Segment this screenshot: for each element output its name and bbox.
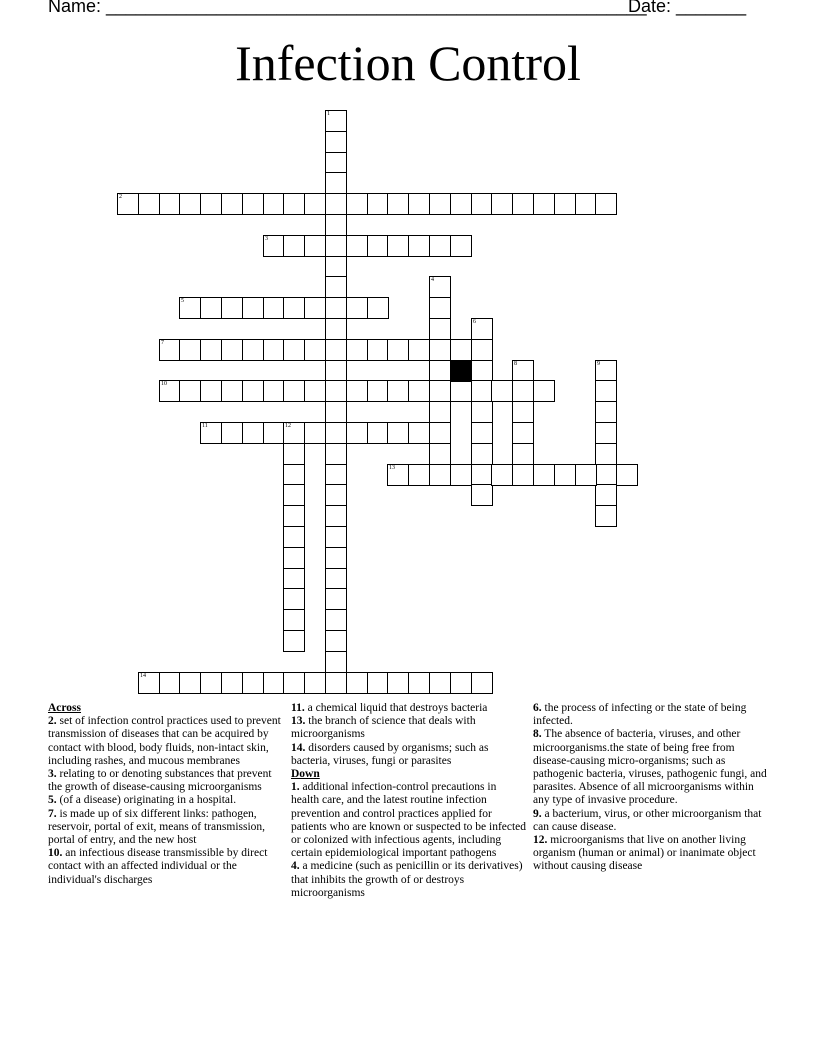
cell-number: 4 — [431, 277, 434, 283]
grid-cell[interactable] — [512, 380, 534, 402]
grid-cell[interactable] — [429, 443, 451, 465]
grid-cell[interactable] — [325, 276, 347, 298]
clue-across-13: 13. the branch of science that deals with microorganisms — [291, 715, 476, 741]
grid-cell[interactable] — [533, 193, 555, 215]
grid-cell[interactable] — [304, 339, 326, 361]
grid-cell[interactable] — [283, 588, 305, 610]
grid-cell[interactable] — [533, 380, 555, 402]
grid-cell[interactable] — [304, 380, 326, 402]
grid-cell[interactable] — [325, 484, 347, 506]
grid-cell[interactable] — [283, 443, 305, 465]
grid-cell[interactable] — [429, 193, 451, 215]
grid-cell[interactable] — [325, 609, 347, 631]
grid-cell[interactable] — [450, 464, 472, 486]
cell-number: 5 — [181, 298, 184, 304]
grid-cell[interactable] — [325, 422, 347, 444]
grid-cell[interactable] — [512, 443, 534, 465]
clue-across-14: 14. disorders caused by organisms; such as bacteria, viruses, fungi or parasites — [291, 741, 489, 767]
grid-cell[interactable] — [325, 588, 347, 610]
grid-cell[interactable] — [325, 152, 347, 174]
grid-cell[interactable] — [450, 339, 472, 361]
grid-cell[interactable] — [491, 380, 513, 402]
cell-number: 8 — [514, 361, 517, 367]
grid-cell[interactable] — [325, 214, 347, 236]
cell-number: 6 — [473, 319, 476, 325]
grid-cell[interactable] — [179, 193, 201, 215]
grid-cell[interactable] — [325, 318, 347, 340]
grid-cell[interactable] — [408, 464, 430, 486]
grid-cell[interactable] — [325, 630, 347, 652]
grid-cell[interactable] — [346, 235, 368, 257]
grid-cell[interactable] — [512, 401, 534, 423]
cell-number: 11 — [202, 423, 208, 429]
grid-cell[interactable] — [304, 422, 326, 444]
grid-cell[interactable] — [283, 464, 305, 486]
grid-cell[interactable] — [159, 339, 181, 361]
cell-number: 14 — [140, 673, 146, 679]
grid-cell[interactable] — [429, 235, 451, 257]
cell-number: 2 — [119, 194, 122, 200]
grid-cell[interactable] — [554, 464, 576, 486]
clue-column-1 — [48, 702, 284, 887]
grid-cell[interactable] — [471, 443, 493, 465]
clue-down-1: 1. additional infection-control precautions in health care, and the latest routine infection prevention and control practices applied for patients who are known or suspected to be infected or colonized with infectious agents, including certain epidemiological important pathogens — [291, 781, 527, 860]
clue-across-10: 10. an infectious disease transmissible by direct contact with an affected individual or the individual's discharges — [48, 847, 268, 886]
grid-cell[interactable] — [283, 297, 305, 319]
grid-cell[interactable] — [283, 339, 305, 361]
grid-cell[interactable] — [367, 672, 389, 694]
grid-cell[interactable] — [595, 422, 617, 444]
black-cell — [450, 360, 472, 382]
grid-cell[interactable] — [346, 672, 368, 694]
grid-cell[interactable] — [575, 464, 597, 486]
grid-cell[interactable] — [242, 672, 264, 694]
across-heading: Across — [48, 702, 82, 714]
grid-cell[interactable] — [325, 505, 347, 527]
grid-cell[interactable] — [346, 193, 368, 215]
grid-cell[interactable] — [346, 380, 368, 402]
grid-cell[interactable] — [304, 672, 326, 694]
grid-cell[interactable] — [471, 672, 493, 694]
grid-cell[interactable] — [304, 297, 326, 319]
grid-cell[interactable] — [263, 380, 285, 402]
grid-cell[interactable] — [159, 380, 181, 402]
grid-cell[interactable] — [221, 297, 243, 319]
name-field[interactable]: Name: ______________________________________________________ — [48, 0, 647, 16]
grid-cell[interactable] — [200, 297, 222, 319]
grid-cell[interactable] — [346, 297, 368, 319]
grid-cell[interactable] — [325, 547, 347, 569]
grid-cell[interactable] — [304, 235, 326, 257]
grid-cell[interactable] — [346, 422, 368, 444]
grid-cell[interactable] — [429, 276, 451, 298]
grid-cell[interactable] — [263, 422, 285, 444]
grid-cell[interactable] — [242, 297, 264, 319]
grid-cell[interactable] — [138, 672, 160, 694]
grid-cell[interactable] — [138, 193, 160, 215]
clue-across-2: 2. set of infection control practices used to prevent transmission of diseases that can be acquired by contact with blood, body fluids, non-intact skin, including rashes, and mucous membranes — [48, 715, 281, 767]
grid-cell[interactable] — [471, 339, 493, 361]
grid-cell[interactable] — [346, 339, 368, 361]
grid-cell[interactable] — [367, 380, 389, 402]
grid-cell[interactable] — [179, 380, 201, 402]
grid-cell[interactable] — [512, 360, 534, 382]
grid-cell[interactable] — [429, 422, 451, 444]
grid-cell[interactable] — [471, 484, 493, 506]
clue-down-6: 6. the process of infecting or the state of being infected. — [533, 702, 747, 728]
grid-cell[interactable] — [408, 672, 430, 694]
grid-cell[interactable] — [387, 464, 409, 486]
cell-number: 13 — [389, 465, 395, 471]
grid-cell[interactable] — [387, 422, 409, 444]
grid-cell[interactable] — [367, 193, 389, 215]
grid-cell[interactable] — [283, 505, 305, 527]
grid-cell[interactable] — [263, 672, 285, 694]
grid-cell[interactable] — [471, 360, 493, 382]
clue-down-4: 4. a medicine (such as penicillin or its derivatives) that inhibits the growth of or destroys microorganisms — [291, 860, 523, 899]
grid-cell[interactable] — [367, 297, 389, 319]
grid-cell[interactable] — [159, 193, 181, 215]
grid-cell[interactable] — [408, 339, 430, 361]
clue-across-3: 3. relating to or denoting substances that prevent the growth of disease-causing microorganisms — [48, 768, 272, 794]
grid-cell[interactable] — [450, 672, 472, 694]
grid-cell[interactable] — [325, 526, 347, 548]
grid-cell[interactable] — [387, 380, 409, 402]
cell-number: 3 — [265, 236, 268, 242]
grid-cell[interactable] — [471, 401, 493, 423]
grid-cell[interactable] — [616, 464, 638, 486]
grid-cell[interactable] — [408, 193, 430, 215]
grid-cell[interactable] — [283, 235, 305, 257]
grid-cell[interactable] — [491, 464, 513, 486]
grid-cell[interactable] — [242, 193, 264, 215]
grid-cell[interactable] — [595, 484, 617, 506]
grid-cell[interactable] — [450, 235, 472, 257]
clue-column-2 — [291, 702, 527, 900]
clue-column-3 — [533, 702, 769, 874]
grid-cell[interactable] — [471, 380, 493, 402]
grid-cell[interactable] — [200, 672, 222, 694]
grid-cell[interactable] — [200, 339, 222, 361]
grid-cell[interactable] — [263, 193, 285, 215]
grid-cell[interactable] — [595, 360, 617, 382]
grid-cell[interactable] — [491, 193, 513, 215]
grid-cell[interactable] — [429, 464, 451, 486]
grid-cell[interactable] — [200, 380, 222, 402]
grid-cell[interactable] — [283, 609, 305, 631]
grid-cell[interactable] — [325, 235, 347, 257]
down-heading: Down — [291, 768, 320, 781]
grid-cell[interactable] — [242, 422, 264, 444]
grid-cell[interactable] — [263, 339, 285, 361]
grid-cell[interactable] — [387, 672, 409, 694]
grid-cell[interactable] — [429, 672, 451, 694]
cell-number: 7 — [161, 340, 164, 346]
cell-number: 10 — [161, 381, 167, 387]
grid-cell[interactable] — [387, 339, 409, 361]
grid-cell[interactable] — [408, 380, 430, 402]
grid-cell[interactable] — [325, 339, 347, 361]
cell-number: 9 — [597, 361, 600, 367]
grid-cell[interactable] — [450, 380, 472, 402]
grid-cell[interactable] — [283, 484, 305, 506]
grid-cell[interactable] — [595, 464, 617, 486]
grid-cell[interactable] — [471, 318, 493, 340]
grid-cell[interactable] — [575, 193, 597, 215]
grid-cell[interactable] — [179, 297, 201, 319]
grid-cell[interactable] — [387, 193, 409, 215]
grid-cell[interactable] — [325, 464, 347, 486]
grid-cell[interactable] — [221, 422, 243, 444]
grid-cell[interactable] — [200, 193, 222, 215]
page-title: Infection Control — [235, 35, 581, 91]
clue-across-5: 5. (of a disease) originating in a hospital. — [48, 794, 237, 807]
grid-cell[interactable] — [159, 672, 181, 694]
grid-cell[interactable] — [408, 422, 430, 444]
grid-cell[interactable] — [325, 568, 347, 590]
date-field[interactable]: Date: _______ — [628, 0, 747, 16]
grid-cell[interactable] — [325, 172, 347, 194]
grid-cell[interactable] — [242, 380, 264, 402]
cell-number: 12 — [285, 423, 291, 429]
grid-cell[interactable] — [283, 526, 305, 548]
grid-cell[interactable] — [429, 401, 451, 423]
grid-cell[interactable] — [471, 422, 493, 444]
grid-cell[interactable] — [367, 235, 389, 257]
grid-cell[interactable] — [325, 401, 347, 423]
grid-cell[interactable] — [387, 235, 409, 257]
grid-cell[interactable] — [325, 651, 347, 673]
grid-cell[interactable] — [595, 401, 617, 423]
grid-cell[interactable] — [512, 464, 534, 486]
grid-cell[interactable] — [283, 568, 305, 590]
grid-cell[interactable] — [429, 297, 451, 319]
grid-cell[interactable] — [325, 380, 347, 402]
grid-cell[interactable] — [325, 193, 347, 215]
grid-cell[interactable] — [595, 380, 617, 402]
grid-cell[interactable] — [429, 318, 451, 340]
grid-cell[interactable] — [325, 110, 347, 132]
grid-cell[interactable] — [325, 672, 347, 694]
grid-cell[interactable] — [283, 193, 305, 215]
grid-cell[interactable] — [242, 339, 264, 361]
grid-cell[interactable] — [221, 339, 243, 361]
grid-cell[interactable] — [450, 193, 472, 215]
grid-cell[interactable] — [221, 193, 243, 215]
clue-across-7: 7. is made up of six different links: pathogen, reservoir, portal of exit, means of transmission, portal of entry, and the new host — [48, 807, 266, 847]
grid-cell[interactable] — [221, 380, 243, 402]
grid-cell[interactable] — [325, 131, 347, 153]
grid-cell[interactable] — [471, 464, 493, 486]
grid-cell[interactable] — [429, 360, 451, 382]
grid-cell[interactable] — [408, 235, 430, 257]
grid-cell[interactable] — [263, 235, 285, 257]
grid-cell[interactable] — [429, 339, 451, 361]
clue-across-11: 11. a chemical liquid that destroys bacteria — [291, 702, 488, 714]
grid-cell[interactable] — [512, 193, 534, 215]
grid-cell[interactable] — [283, 630, 305, 652]
grid-cell[interactable] — [221, 672, 243, 694]
cell-number: 1 — [327, 111, 330, 117]
grid-cell[interactable] — [304, 193, 326, 215]
grid-cell[interactable] — [595, 193, 617, 215]
grid-cell[interactable] — [117, 193, 139, 215]
grid-cell[interactable] — [429, 380, 451, 402]
grid-cell[interactable] — [283, 380, 305, 402]
grid-cell[interactable] — [179, 339, 201, 361]
grid-cell[interactable] — [554, 193, 576, 215]
grid-cell[interactable] — [367, 422, 389, 444]
grid-cell[interactable] — [283, 672, 305, 694]
clue-down-9: 9. a bacterium, virus, or other microorganism that can cause disease. — [533, 807, 762, 833]
grid-cell[interactable] — [179, 672, 201, 694]
grid-cell[interactable] — [595, 443, 617, 465]
grid-cell[interactable] — [325, 297, 347, 319]
grid-cell[interactable] — [512, 422, 534, 444]
grid-cell[interactable] — [200, 422, 222, 444]
grid-cell[interactable] — [367, 339, 389, 361]
grid-cell[interactable] — [263, 297, 285, 319]
grid-cell[interactable] — [325, 443, 347, 465]
grid-cell[interactable] — [325, 256, 347, 278]
grid-cell[interactable] — [325, 360, 347, 382]
grid-cell[interactable] — [283, 547, 305, 569]
grid-cell[interactable] — [533, 464, 555, 486]
grid-cell[interactable] — [283, 422, 305, 444]
clue-down-8: 8. The absence of bacteria, viruses, and other microorganisms.the state of being free from disease-causing micro-organisms; such as pathogenic bacteria, viruses, pathogenic fungi, and parasites. Absence of all microorganisms within any type of invasive procedure. — [533, 728, 767, 807]
grid-cell[interactable] — [471, 193, 493, 215]
clue-down-12: 12. microorganisms that live on another living organism (human or animal) or inanimate object without causing disease — [533, 834, 756, 873]
grid-cell[interactable] — [595, 505, 617, 527]
